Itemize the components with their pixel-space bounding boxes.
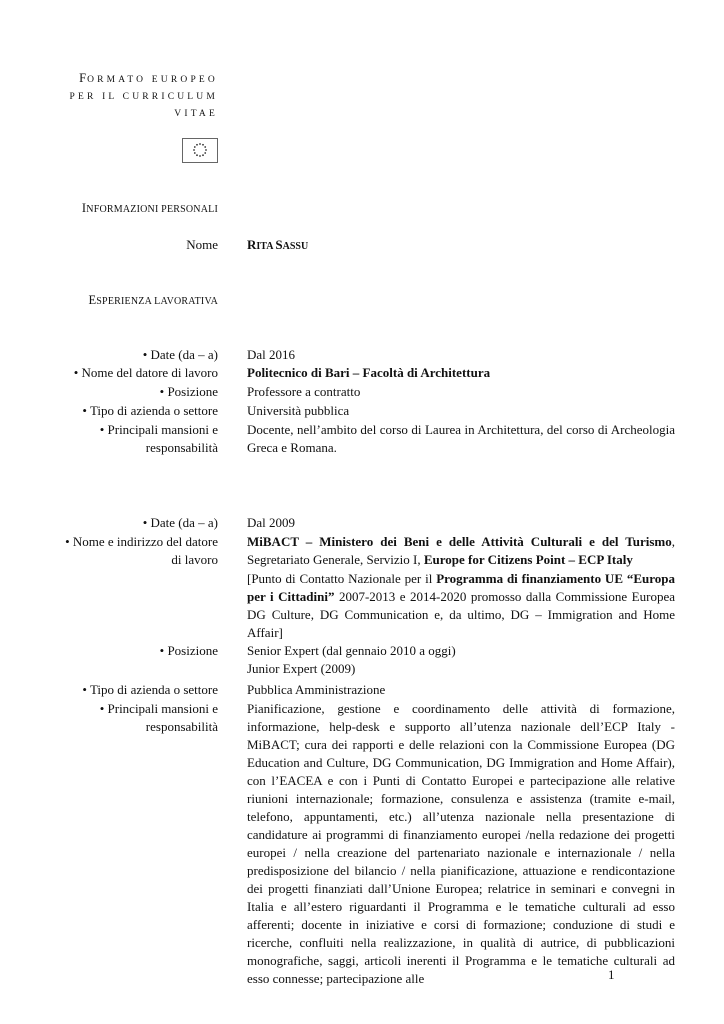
title-line-2: PER IL CURRICULUM (69, 92, 218, 102)
job2-sector-label: • Tipo di azienda o settore (82, 682, 218, 697)
section-title: SPERIENZA LAVORATIVA (96, 296, 218, 307)
job2-date-label: • Date (da – a) (142, 515, 218, 530)
title-cap-f: F (79, 71, 88, 85)
position-line: Senior Expert (dal gennaio 2010 a oggi) (247, 643, 456, 658)
job1-position: Professore a contratto (247, 384, 361, 399)
job2-position (247, 642, 675, 678)
name-label: Nome (186, 237, 218, 252)
duties-label-line: responsabilità (145, 719, 218, 734)
employer-name: MiBACT – Ministero dei Beni e delle Attività Culturali e del Turismo (247, 534, 672, 549)
name-last: ASSU (282, 241, 309, 252)
employer-dept: Segretariato Generale, Servizio I, (247, 552, 424, 567)
job1-date: Dal 2016 (247, 347, 296, 362)
name-first: ITA (256, 241, 276, 252)
job1-employer-label: • Nome del datore di lavoro (73, 365, 218, 380)
employer-office: Europe for Citizens Point – ECP Italy (423, 552, 633, 567)
duties-label-line: responsabilità (145, 440, 218, 455)
job1-sector: Università pubblica (247, 403, 350, 418)
job2-date: Dal 2009 (247, 515, 296, 530)
cv-format-title (18, 70, 218, 123)
note-program: Programma di finanziamento UE “Europa per i Cittadini” (247, 571, 675, 604)
job2-duties: Pianificazione, gestione e coordinamento delle attività di formazione, informazione, help-desk e supporto all’utenza nazionale dell’ECP Italy - MiBACT; cura dei rapporti e delle relazioni con la Commissione Europea (DG Education and Culture, DG Communication, DG Immigration and Home Affair), con l’EACEA e con i Punti di Contatto Europei e partecipazione alle relative riunioni internazionale; formazione, consulenza e assistenza (tramite e-mail, telefono, appuntamenti, etc.) all’utenza nazionale nella presentazione di candidature ai programmi di finanziamento europei /nella redazione dei progetti europei / nella creazione del partenariato nazionale e internazionale / nella predisposizione del bilancio / nella pianificazione, attuazione e rendicontazione dei progetti finanziati dall’Unione Europea; relatrice in seminari e convegni in Italia e all’estero riguardanti il Programma e le tematiche culturali ad esso afferenti; docente in iniziative e corsi di formazione; conduzione di studi e ricerche, confluiti nella realizzazione, in qualità di autrice, di pubblicazioni monografiche, saggi, articoli inerenti il Programma e le tematiche culturali ad esso connesse; partecipazione alle (247, 701, 675, 986)
job2-employer-label (18, 533, 218, 569)
job1-position-label: • Posizione (159, 384, 218, 399)
duties-label-line: • Principali mansioni e (99, 422, 218, 437)
job1-employer: Politecnico di Bari – Facoltà di Architettura (247, 365, 491, 380)
job1-date-label: • Date (da – a) (142, 347, 218, 362)
job1-duties-label (18, 421, 218, 457)
name-value (247, 236, 675, 256)
page-number: 1 (608, 967, 615, 982)
employer-label-line: di lavoro (171, 552, 218, 567)
section-personal-info (82, 201, 218, 216)
duties-label-line: • Principali mansioni e (99, 701, 218, 716)
employer-label-line: • Nome e indirizzo del datore (65, 534, 218, 549)
job1-duties: Docente, nell’ambito del corso di Laurea in Architettura, del corso di Archeologia Greca e Romana. (247, 422, 675, 455)
surname-cap: S (275, 237, 283, 252)
job1-sector-label: • Tipo di azienda o settore (82, 403, 218, 418)
job2-employer (247, 533, 675, 569)
note-post: 2007-2013 e 2014-2020 promosso dalla Commissione Europea DG Culture, DG Communication e, da ultimo, DG – Immigration and Home Affair] (247, 589, 675, 640)
name-cap: R (247, 237, 257, 252)
job2-note (247, 570, 675, 642)
job2-duties-label (18, 700, 218, 736)
employer-sep: , (671, 534, 675, 549)
title-line-1: ORMATO EUROPEO (87, 75, 218, 85)
section-work-experience (88, 293, 218, 308)
job2-position-label: • Posizione (159, 643, 218, 658)
title-line-3: VITAE (174, 109, 218, 119)
section-cap: E (88, 293, 97, 307)
position-line: Junior Expert (2009) (247, 661, 356, 676)
note-pre: [Punto di Contatto Nazionale per il (247, 571, 437, 586)
eu-flag-icon (182, 138, 218, 163)
section-cap: I (81, 201, 87, 215)
job2-sector: Pubblica Amministrazione (247, 682, 386, 697)
section-title: NFORMAZIONI PERSONALI (86, 204, 218, 215)
